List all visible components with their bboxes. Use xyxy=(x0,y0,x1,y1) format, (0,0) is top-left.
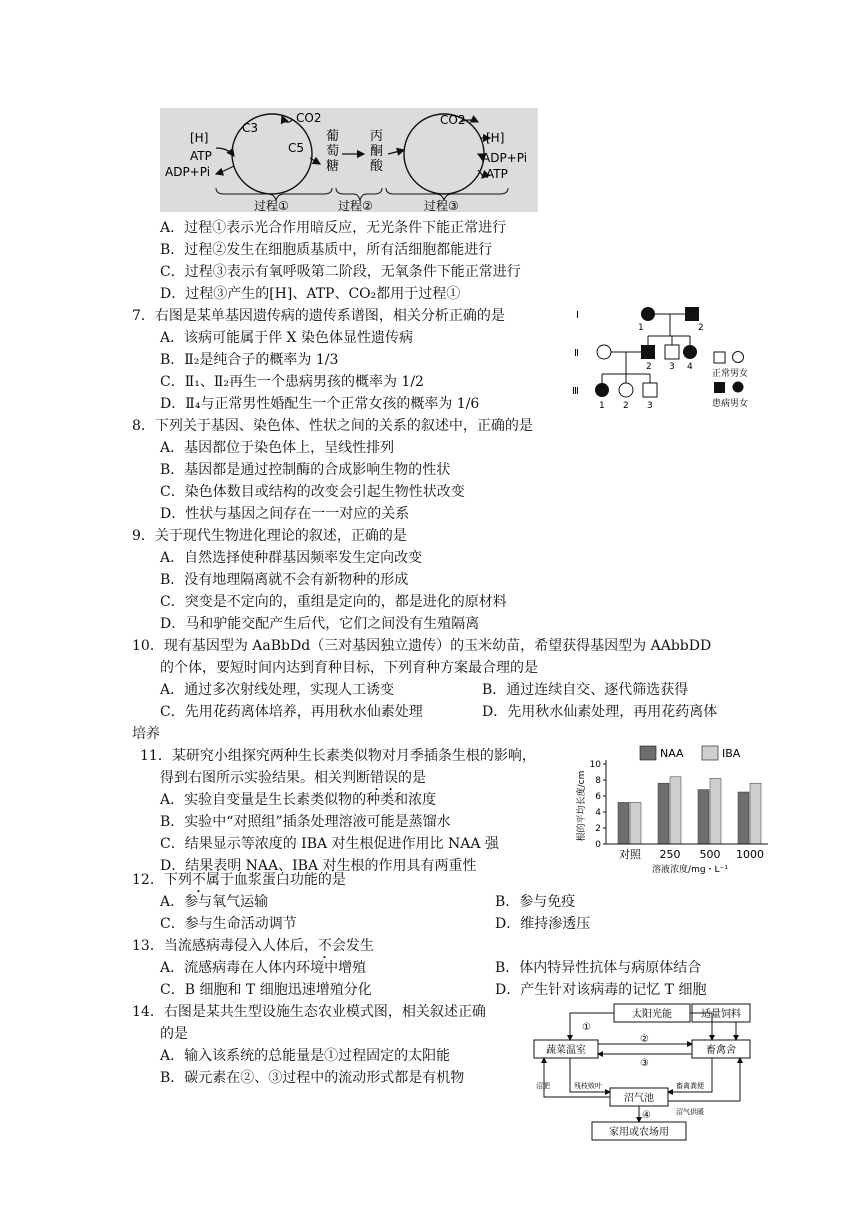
pedigree-III2 xyxy=(619,383,633,397)
eco-label-gas: 沼气供暖 xyxy=(676,1108,704,1116)
eco-label-manure: 畜禽粪便 xyxy=(676,1082,704,1090)
q7-option-b: B．Ⅱ₂是纯合子的概率为 1/3 xyxy=(160,352,339,368)
chart-bar-naa-0 xyxy=(618,802,629,844)
label-adp-right: ADP+Pi xyxy=(482,151,528,165)
eco-label-use: 家用或农场用 xyxy=(609,1127,669,1138)
chart-xtick-label: 1000 xyxy=(736,848,764,861)
eco-num-3: ③ xyxy=(640,1058,649,1069)
chart-bar-naa-1 xyxy=(658,783,669,844)
label-atp-left: ATP xyxy=(190,149,212,163)
q13-option-a: A．流感病毒在人体内环境中增殖 xyxy=(160,960,367,976)
q6-option-d: D．过程③产生的[H]、ATP、CO₂都用于过程① xyxy=(160,286,461,302)
q13-stem-pre: 13．当流感病毒侵入人体后， xyxy=(132,938,318,954)
chart-ytick-label: 8 xyxy=(595,776,601,786)
q11-stem-pre: 得到右图所示实验结果。相关判断 xyxy=(160,770,370,786)
q11-option-a: A．实验自变量是生长素类似物的种类和浓度 xyxy=(160,792,437,808)
eco-label-biogas: 沼气池 xyxy=(624,1093,654,1104)
q9-option-b: B．没有地理隔离就不会有新物种的形成 xyxy=(160,572,409,588)
label-co2-right: CO2 xyxy=(440,113,466,127)
q11-stem-post: 的是 xyxy=(398,770,426,786)
q10-option-c: C．先用花药离体培养，再用秋水仙素处理 xyxy=(160,704,423,720)
q6-option-c: C．过程③表示有氧呼吸第二阶段，无氧条件下能正常进行 xyxy=(160,264,521,280)
q14-option-b: B．碳元素在②、③过程中的流动形式都是有机物 xyxy=(160,1070,465,1086)
pedigree-num-III2: 2 xyxy=(623,401,629,410)
eco-num-2: ② xyxy=(640,1034,649,1045)
q8-stem: 8．下列关于基因、染色体、性状之间的关系的叙述中，正确的是 xyxy=(132,418,533,434)
label-process1: 过程① xyxy=(254,199,289,212)
q11-option-c: C．结果显示等浓度的 IBA 对生根促进作用比 NAA 强 xyxy=(160,836,499,852)
chart-ylabel: 根的平均长度/cm xyxy=(577,770,587,842)
pedigree-num-II2: 2 xyxy=(646,362,652,372)
label-process3: 过程③ xyxy=(424,199,459,212)
pedigree-legend-normal: 正常男女 xyxy=(712,369,749,379)
chart-xlabel: 溶液浓度/mg・L⁻¹ xyxy=(652,865,728,875)
q7-stem: 7．右图是某单基因遗传病的遗传系谱图，相关分析正确的是 xyxy=(132,308,505,324)
eco-label-feed: 适量饲料 xyxy=(701,1009,741,1020)
chart-legend-iba: IBA xyxy=(722,747,741,760)
q10-stem-line2: 的个体，要短时间内达到育种目标，下列育种方案最合理的是 xyxy=(160,660,538,676)
label-pyruvate-3: 酸 xyxy=(370,159,384,174)
q8-option-c: C．染色体数目或结构的改变会引起生物性状改变 xyxy=(160,484,465,500)
label-pyruvate-2: 酮 xyxy=(370,144,384,159)
q8-option-b: B．基因都是通过控制酶的合成影响生物的性状 xyxy=(160,462,451,478)
q13-option-c: C．B 细胞和 T 细胞迅速增殖分化 xyxy=(160,982,372,998)
q12-option-c: C．参与生命活动调节 xyxy=(160,916,297,932)
q10-option-b: B．通过连续自交、逐代筛选获得 xyxy=(482,682,689,698)
q9-stem: 9．关于现代生物进化理论的叙述，正确的是 xyxy=(132,528,407,544)
q14-stem-line2: 的是 xyxy=(160,1026,188,1042)
chart-xtick-label: 对照 xyxy=(619,848,641,861)
q10-option-d-continued: 培养 xyxy=(132,726,160,742)
chart-ytick-label: 10 xyxy=(589,760,601,770)
eco-num-4: ④ xyxy=(642,1110,651,1121)
q14-option-a: A．输入该系统的总能量是①过程固定的太阳能 xyxy=(160,1048,451,1064)
chart-bar-naa-3 xyxy=(738,792,749,844)
q6-option-a: A．过程①表示光合作用暗反应，无光条件下能正常进行 xyxy=(160,220,507,236)
eco-label-residue: 残枝败叶 xyxy=(574,1082,602,1090)
chart-bar-naa-2 xyxy=(698,790,709,844)
q6-option-b: B．过程②发生在细胞质基质中，所有活细胞都能进行 xyxy=(160,242,493,258)
eco-agriculture-svg xyxy=(530,1002,780,1144)
label-process2: 过程② xyxy=(338,199,373,212)
chart-legend-swatch-iba xyxy=(702,746,718,760)
pedigree-II4 xyxy=(683,345,697,359)
rooting-bar-chart xyxy=(572,744,772,876)
q10-option-d: D．先用秋水仙素处理，再用花药离体 xyxy=(482,704,718,720)
q9-option-a: A．自然选择使种群基因频率发生定向改变 xyxy=(160,550,423,566)
eco-label-sun: 太阳光能 xyxy=(632,1009,672,1020)
q10-stem-line1: 10．现有基因型为 AaBbDd（三对基因独立遗传）的玉米幼苗，希望获得基因型为 AAbbDD xyxy=(132,638,712,654)
q11-stem-line1: 11．某研究小组探究两种生长素类似物对月季插条生根的影响， xyxy=(140,748,536,764)
pedigree-num-I2: 2 xyxy=(698,323,704,333)
label-c5: C5 xyxy=(288,141,305,155)
pedigree-gen-2: Ⅱ xyxy=(574,348,579,359)
q13-option-d: D．产生针对该病毒的记忆 T 细胞 xyxy=(495,982,707,998)
chart-legend-swatch-naa xyxy=(640,746,656,760)
pedigree-legend-affected: 患病男女 xyxy=(712,399,749,409)
chart-bar-iba-0 xyxy=(630,802,641,844)
q7-option-d: D．Ⅱ₄与正常男性婚配生一个正常女孩的概率为 1/6 xyxy=(160,396,480,412)
pedigree-num-III3: 3 xyxy=(647,401,653,410)
label-glucose-3: 糖 xyxy=(326,159,340,174)
q8-option-a: A．基因都位于染色体上，呈线性排列 xyxy=(160,440,395,456)
q9-option-c: C．突变是不定向的，重组是定向的，都是进化的原材料 xyxy=(160,594,507,610)
pedigree-gen-1: Ⅰ xyxy=(576,310,579,321)
label-h-left: [H] xyxy=(190,131,209,145)
q12-option-d: D．维持渗透压 xyxy=(495,916,591,932)
q12-option-a: A．参与氧气运输 xyxy=(160,894,269,910)
label-atp-right: ATP xyxy=(486,167,508,181)
chart-xtick-label: 500 xyxy=(699,848,721,861)
q7-option-c: C．Ⅱ₁、Ⅱ₂再生一个患病男孩的概率为 1/2 xyxy=(160,374,424,390)
chart-xtick-label: 250 xyxy=(659,848,681,861)
pedigree-I1 xyxy=(641,307,655,321)
label-adp-left: ADP+Pi xyxy=(165,165,211,179)
pedigree-num-II4: 4 xyxy=(687,362,693,372)
chart-ytick-label: 6 xyxy=(595,792,601,802)
label-h-right: [H] xyxy=(486,131,505,145)
pedigree-gen-3: Ⅲ xyxy=(572,386,579,397)
q13-stem-post: 会发生 xyxy=(331,938,374,954)
pedigree-III1 xyxy=(595,383,609,397)
eco-label-livestock: 畜禽舍 xyxy=(706,1045,736,1056)
q13-option-b: B．体内特异性抗体与病原体结合 xyxy=(495,960,702,976)
label-pyruvate-1: 丙 xyxy=(370,129,384,144)
pedigree-II2 xyxy=(641,345,655,359)
pedigree-III3 xyxy=(643,383,657,397)
chart-ytick-label: 0 xyxy=(595,840,601,850)
label-glucose-1: 葡 xyxy=(326,129,340,144)
label-glucose-2: 萄 xyxy=(326,144,340,159)
q11-stem-emphasis: 错误 xyxy=(370,770,398,786)
pedigree-II3 xyxy=(665,345,679,359)
label-co2-left: CO2 xyxy=(296,111,322,125)
q9-option-d: D．马和驴能交配产生后代，它们之间没有生殖隔离 xyxy=(160,616,480,632)
q8-option-d: D．性状与基因之间存在一一对应的关系 xyxy=(160,506,410,522)
chart-legend-naa: NAA xyxy=(660,747,684,760)
q12-option-b: B．参与免疫 xyxy=(495,894,576,910)
pedigree-I2 xyxy=(685,307,699,321)
q11-option-b: B．实验中“对照组”插条处理溶液可能是蒸馏水 xyxy=(160,814,451,830)
pedigree-num-II3: 3 xyxy=(669,362,675,372)
eco-label-greenhouse: 蔬菜温室 xyxy=(546,1045,586,1056)
q12-stem-pre: 12．下列 xyxy=(132,872,192,888)
rooting-bar-chart-svg xyxy=(572,744,772,876)
process-diagram-svg xyxy=(160,108,538,212)
q12-stem-post: 属于血浆蛋白功能的是 xyxy=(205,872,346,888)
label-c3: C3 xyxy=(242,121,259,135)
process-diagram xyxy=(160,108,538,212)
q10-option-a: A．通过多次射线处理，实现人工诱变 xyxy=(160,682,395,698)
q12-stem-emphasis: 不 xyxy=(191,872,206,888)
chart-bar-iba-1 xyxy=(670,777,681,844)
q7-option-a: A．该病可能属于伴 X 染色体显性遗传病 xyxy=(160,330,413,346)
q14-stem-line1: 14．右图是某共生型设施生态农业模式图，相关叙述正确 xyxy=(132,1004,486,1020)
eco-label-slurry: 沼肥 xyxy=(536,1082,550,1090)
q11-option-d: D．结果表明 NAA、IBA 对生根的作用具有两重性 xyxy=(160,858,477,874)
pedigree-II1 xyxy=(597,345,611,359)
chart-ytick-label: 2 xyxy=(595,824,601,834)
eco-num-1: ① xyxy=(582,1022,591,1033)
pedigree-svg xyxy=(572,304,762,410)
chart-ytick-label: 4 xyxy=(595,808,601,818)
pedigree-num-III1: 1 xyxy=(599,401,605,410)
pedigree-chart xyxy=(572,304,762,410)
eco-agriculture-diagram xyxy=(530,1002,780,1144)
pedigree-num-I1: 1 xyxy=(638,323,644,333)
chart-bar-iba-2 xyxy=(710,778,721,844)
q13-stem-emphasis: 不 xyxy=(317,938,332,954)
chart-bar-iba-3 xyxy=(750,783,761,844)
